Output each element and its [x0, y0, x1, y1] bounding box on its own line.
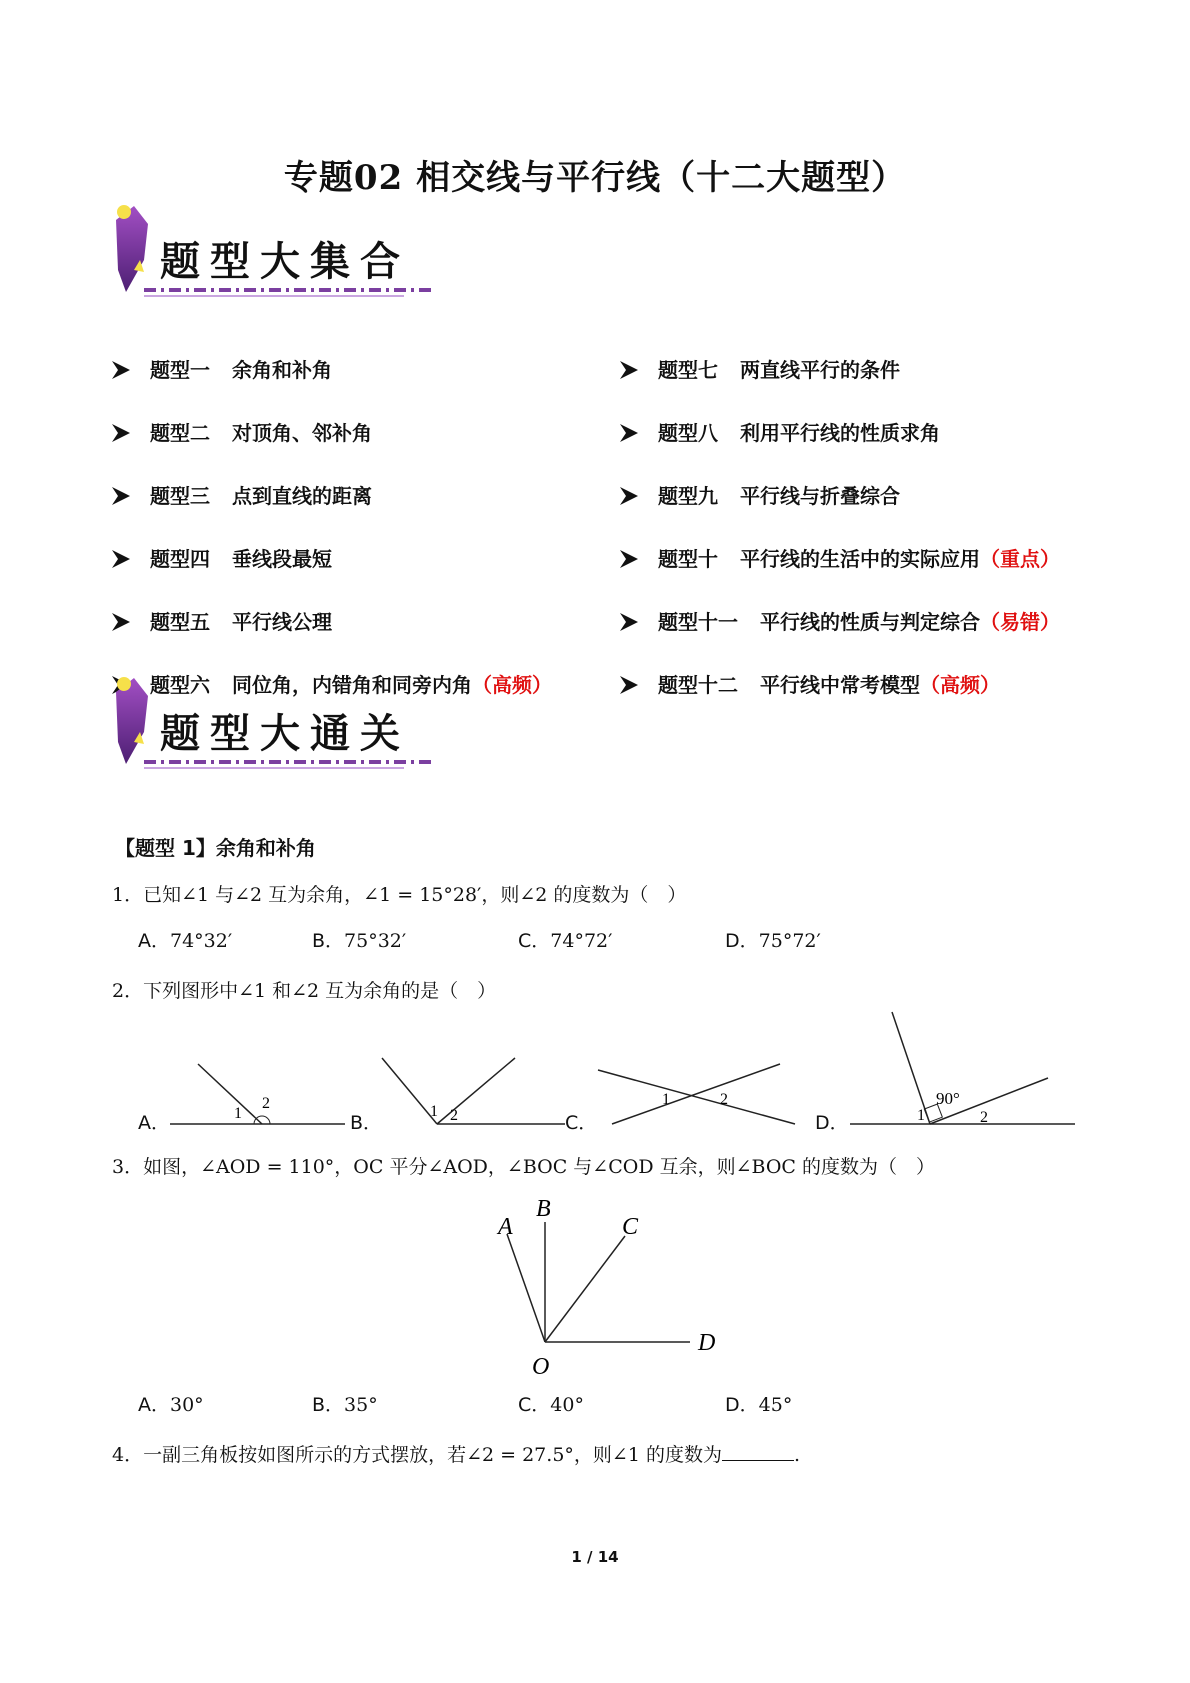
q1-option-b: B．75°32′ — [312, 930, 407, 952]
topic-name: 垂线段最短 — [232, 547, 332, 571]
topic-label: 题型九 — [658, 484, 718, 508]
topic-tag: （高频） — [472, 673, 552, 697]
svg-text:1: 1 — [234, 1105, 242, 1122]
topic-tag: （高频） — [920, 673, 1000, 697]
svg-text:1: 1 — [917, 1107, 925, 1124]
topic-label: 题型三 — [150, 484, 210, 508]
topic-name: 对顶角、邻补角 — [232, 421, 372, 445]
q2-figures — [0, 1000, 1190, 1140]
q2-figure-a — [170, 1064, 345, 1124]
arrow-bullet-icon — [618, 611, 640, 633]
q3-option-a: A．30° — [138, 1394, 204, 1416]
q1-option-a: A．74°32′ — [138, 930, 233, 952]
q2-figure-b — [382, 1058, 565, 1124]
topic-label: 题型八 — [658, 421, 718, 445]
topic-name: 同位角，内错角和同旁内角 — [232, 673, 472, 697]
topic-tag: （重点） — [980, 547, 1060, 571]
topic-label: 题型二 — [150, 421, 210, 445]
topic-right-2 — [618, 417, 940, 446]
q3-option-d: D．45° — [725, 1394, 793, 1416]
arrow-bullet-icon — [618, 359, 640, 381]
q2-option-a: A． — [138, 1112, 170, 1134]
topic-right-6 — [618, 669, 1000, 698]
banner-practice-text: 题型大通关 — [160, 710, 410, 757]
arrow-bullet-icon — [618, 422, 640, 444]
q3-option-b: B．35° — [312, 1394, 378, 1416]
q1-option-c: C．74°72′ — [518, 930, 613, 952]
q2-option-c: C． — [565, 1112, 598, 1134]
topic-right-3 — [618, 480, 900, 509]
topic-name: 两直线平行的条件 — [740, 358, 900, 382]
topic-right-4 — [618, 543, 1060, 572]
topic-name: 平行线的生活中的实际应用 — [740, 547, 980, 571]
svg-text:2: 2 — [720, 1091, 728, 1108]
arrow-bullet-icon — [618, 548, 640, 570]
wizard-icon — [116, 206, 148, 292]
svg-text:A: A — [498, 1214, 513, 1240]
topic-label: 题型六 — [150, 673, 210, 697]
topic-name: 平行线公理 — [232, 610, 332, 634]
topic-label: 题型十 — [658, 547, 718, 571]
topic-label: 题型七 — [658, 358, 718, 382]
q2-figure-d — [850, 1012, 1075, 1126]
svg-text:90°: 90° — [936, 1089, 960, 1108]
q3-option-c: C．40° — [518, 1394, 584, 1416]
topic-name: 利用平行线的性质求角 — [740, 421, 940, 445]
topic-name: 点到直线的距离 — [232, 484, 372, 508]
topic-label: 题型四 — [150, 547, 210, 571]
topic-label: 题型十二 — [658, 673, 738, 697]
banner-practice — [104, 672, 444, 780]
svg-text:D: D — [698, 1330, 716, 1356]
question-2: 2．下列图形中∠1 和∠2 互为余角的是（ ） — [112, 980, 497, 1002]
section-title: 【题型 1】余角和补角 — [115, 836, 316, 860]
svg-text:1: 1 — [662, 1091, 670, 1108]
topic-label: 题型一 — [150, 358, 210, 382]
svg-text:B: B — [536, 1196, 551, 1222]
page-title: 专题02 相交线与平行线（十二大题型） — [283, 158, 907, 198]
question-3: 3．如图，∠AOD = 110°，OC 平分∠AOD，∠BOC 与∠COD 互余，则∠BOC 的度数为（ ） — [112, 1156, 935, 1178]
svg-text:2: 2 — [262, 1095, 270, 1112]
arrow-bullet-icon — [110, 548, 132, 570]
page-number: 1 / 14 — [571, 1548, 619, 1566]
banner-collection-text: 题型大集合 — [160, 238, 410, 285]
arrow-bullet-icon — [110, 611, 132, 633]
arrow-bullet-icon — [618, 485, 640, 507]
arrow-bullet-icon — [110, 485, 132, 507]
topic-right-5 — [618, 606, 1060, 635]
topic-left-2 — [110, 417, 372, 446]
topic-name: 平行线的性质与判定综合 — [760, 610, 980, 634]
banner-collection — [104, 200, 444, 308]
q1-option-d: D．75°72′ — [725, 930, 821, 952]
topic-left-5 — [110, 606, 332, 635]
topic-left-4 — [110, 543, 332, 572]
topic-label: 题型十一 — [658, 610, 738, 634]
topic-left-3 — [110, 480, 372, 509]
svg-text:2: 2 — [980, 1109, 988, 1126]
question-1: 1．已知∠1 与∠2 互为余角，∠1 = 15°28′，则∠2 的度数为（ ） — [112, 884, 687, 906]
svg-text:1: 1 — [430, 1103, 438, 1120]
q3-figure — [470, 1182, 740, 1382]
topic-label: 题型五 — [150, 610, 210, 634]
answer-blank[interactable] — [722, 1442, 794, 1461]
topic-left-1 — [110, 354, 332, 383]
question-4: 4．一副三角板按如图所示的方式摆放，若∠2 = 27.5°，则∠1 的度数为 . — [112, 1444, 800, 1466]
svg-text:2: 2 — [450, 1107, 458, 1124]
topic-tag: （易错） — [980, 610, 1060, 634]
topic-name: 平行线中常考模型 — [760, 673, 920, 697]
topic-name: 平行线与折叠综合 — [740, 484, 900, 508]
q2-option-b: B． — [350, 1112, 383, 1134]
q2-option-d: D． — [815, 1112, 849, 1134]
wizard-icon — [116, 678, 148, 764]
topic-name: 余角和补角 — [232, 358, 332, 382]
arrow-bullet-icon — [110, 359, 132, 381]
arrow-bullet-icon — [110, 422, 132, 444]
topic-right-1 — [618, 354, 900, 383]
arrow-bullet-icon — [618, 674, 640, 696]
svg-text:C: C — [622, 1214, 639, 1240]
q2-figure-c — [598, 1064, 795, 1124]
svg-text:O: O — [532, 1354, 550, 1380]
